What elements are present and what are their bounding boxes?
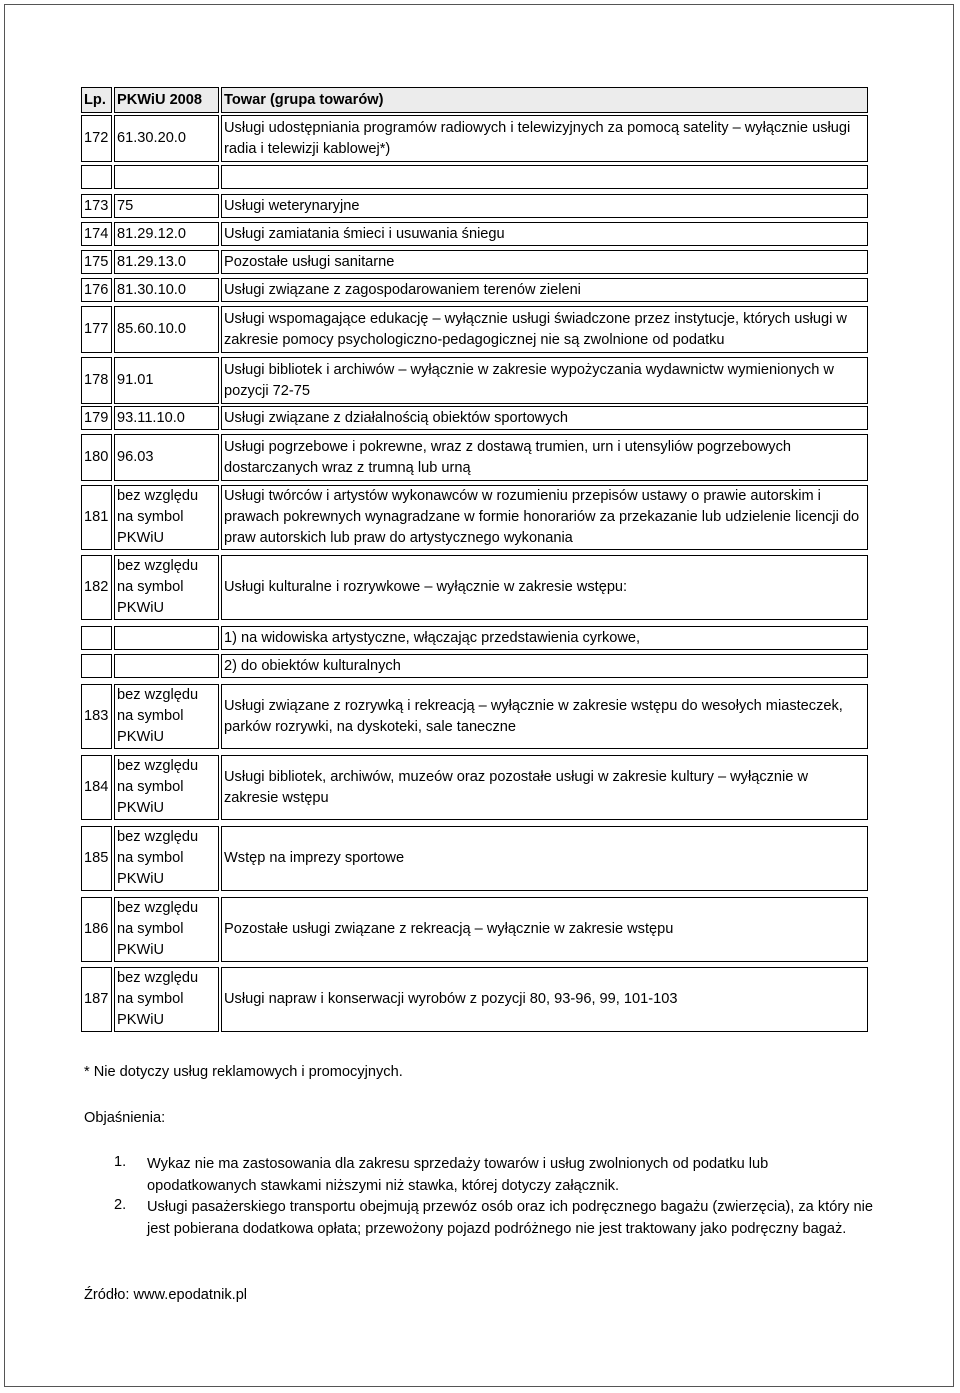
- cell-description: Usługi udostępniania programów radiowych i telewizyjnych za pomocą satelity – wyłącznie usługi radia i telewizji kablowej*): [221, 115, 868, 162]
- cell-lp: 184: [81, 755, 112, 820]
- header-pkwiu: PKWiU 2008: [114, 87, 219, 113]
- cell-description: Usługi pogrzebowe i pokrewne, wraz z dostawą trumien, urn i utensyliów pogrzebowych dostarczanych wraz z trumną lub urną: [221, 434, 868, 481]
- cell-pkwiu: 85.60.10.0: [114, 306, 219, 353]
- cell-pkwiu: 91.01: [114, 357, 219, 404]
- footnote: * Nie dotyczy usług reklamowych i promocyjnych.: [84, 1064, 403, 1080]
- cell-pkwiu: [114, 165, 219, 189]
- cell-lp: 178: [81, 357, 112, 404]
- explanation-text: Usługi pasażerskiego transportu obejmują przewóz osób oraz ich podręcznego bagażu (zwierzęcia), za który nie jest pobierana dodatkowa opłata; przewożony pojazd podróżnego nie jest traktowany jako podręczny bagaż.: [147, 1199, 874, 1237]
- cell-lp: 177: [81, 306, 112, 353]
- cell-pkwiu: 61.30.20.0: [114, 115, 219, 162]
- cell-lp: 185: [81, 826, 112, 891]
- cell-lp: 172: [81, 115, 112, 162]
- cell-pkwiu: [114, 626, 219, 650]
- explanations-title: Objaśnienia:: [84, 1110, 166, 1126]
- cell-pkwiu: 96.03: [114, 434, 219, 481]
- cell-lp: 182: [81, 555, 112, 620]
- cell-description: Usługi napraw i konserwacji wyrobów z pozycji 80, 93-96, 99, 101-103: [221, 967, 868, 1032]
- cell-lp: [81, 626, 112, 650]
- cell-pkwiu: bez względu na symbol PKWiU: [114, 684, 219, 749]
- cell-pkwiu: 81.30.10.0: [114, 278, 219, 302]
- cell-pkwiu: bez względu na symbol PKWiU: [114, 826, 219, 891]
- cell-description: Wstęp na imprezy sportowe: [221, 826, 868, 891]
- explanation-number: 1.: [114, 1154, 127, 1170]
- cell-description: Usługi twórców i artystów wykonawców w rozumieniu przepisów ustawy o prawie autorskim i prawach pokrewnych wynagradzane w formie honorariów za przekazanie lub udzielenie licencji do praw autorskich lub praw do artystycznego wykonania: [221, 485, 868, 550]
- cell-pkwiu: 75: [114, 194, 219, 218]
- cell-pkwiu: 81.29.12.0: [114, 222, 219, 246]
- cell-description: [221, 165, 868, 189]
- cell-lp: 179: [81, 406, 112, 430]
- cell-lp: 173: [81, 194, 112, 218]
- explanation-text: Wykaz nie ma zastosowania dla zakresu sprzedaży towarów i usług zwolnionych od podatku lub opodatkowanych stawkami niższymi niż stawka, której dotyczy załącznik.: [147, 1156, 769, 1194]
- cell-pkwiu: bez względu na symbol PKWiU: [114, 755, 219, 820]
- cell-description: 2) do obiektów kulturalnych: [221, 654, 868, 678]
- explanation-number: 2.: [114, 1197, 127, 1213]
- cell-description: Usługi związane z działalnością obiektów sportowych: [221, 406, 868, 430]
- cell-description: Usługi bibliotek i archiwów – wyłącznie w zakresie wypożyczania wydawnictw wymienionych w pozycji 72-75: [221, 357, 868, 404]
- cell-lp: [81, 165, 112, 189]
- cell-description: Pozostałe usługi związane z rekreacją – wyłącznie w zakresie wstępu: [221, 897, 868, 962]
- cell-description: Usługi weterynaryjne: [221, 194, 868, 218]
- cell-pkwiu: bez względu na symbol PKWiU: [114, 485, 219, 550]
- header-lp: Lp.: [81, 87, 112, 113]
- cell-description: 1) na widowiska artystyczne, włączając przedstawienia cyrkowe,: [221, 626, 868, 650]
- source: Źródło: www.epodatnik.pl: [84, 1287, 248, 1303]
- header-towar: Towar (grupa towarów): [221, 87, 868, 113]
- cell-lp: 186: [81, 897, 112, 962]
- cell-pkwiu: 93.11.10.0: [114, 406, 219, 430]
- cell-lp: 175: [81, 250, 112, 274]
- cell-lp: 176: [81, 278, 112, 302]
- cell-pkwiu: 81.29.13.0: [114, 250, 219, 274]
- cell-description: Usługi związane z zagospodarowaniem terenów zieleni: [221, 278, 868, 302]
- cell-pkwiu: bez względu na symbol PKWiU: [114, 897, 219, 962]
- cell-description: Usługi kulturalne i rozrywkowe – wyłącznie w zakresie wstępu:: [221, 555, 868, 620]
- cell-lp: 187: [81, 967, 112, 1032]
- cell-lp: 183: [81, 684, 112, 749]
- cell-pkwiu: bez względu na symbol PKWiU: [114, 967, 219, 1032]
- cell-pkwiu: [114, 654, 219, 678]
- cell-description: Usługi wspomagające edukację – wyłącznie usługi świadczone przez instytucje, których usługi w zakresie pomocy psychologiczno-pedagogicznej nie są zwolnione od podatku: [221, 306, 868, 353]
- cell-pkwiu: bez względu na symbol PKWiU: [114, 555, 219, 620]
- cell-description: Usługi związane z rozrywką i rekreacją – wyłącznie w zakresie wstępu do wesołych miasteczek, parków rozrywki, na dyskoteki, sale taneczne: [221, 684, 868, 749]
- cell-description: Usługi zamiatania śmieci i usuwania śniegu: [221, 222, 868, 246]
- cell-lp: 181: [81, 485, 112, 550]
- cell-lp: [81, 654, 112, 678]
- cell-description: Usługi bibliotek, archiwów, muzeów oraz pozostałe usługi w zakresie kultury – wyłącznie w zakresie wstępu: [221, 755, 868, 820]
- cell-lp: 174: [81, 222, 112, 246]
- cell-lp: 180: [81, 434, 112, 481]
- cell-description: Pozostałe usługi sanitarne: [221, 250, 868, 274]
